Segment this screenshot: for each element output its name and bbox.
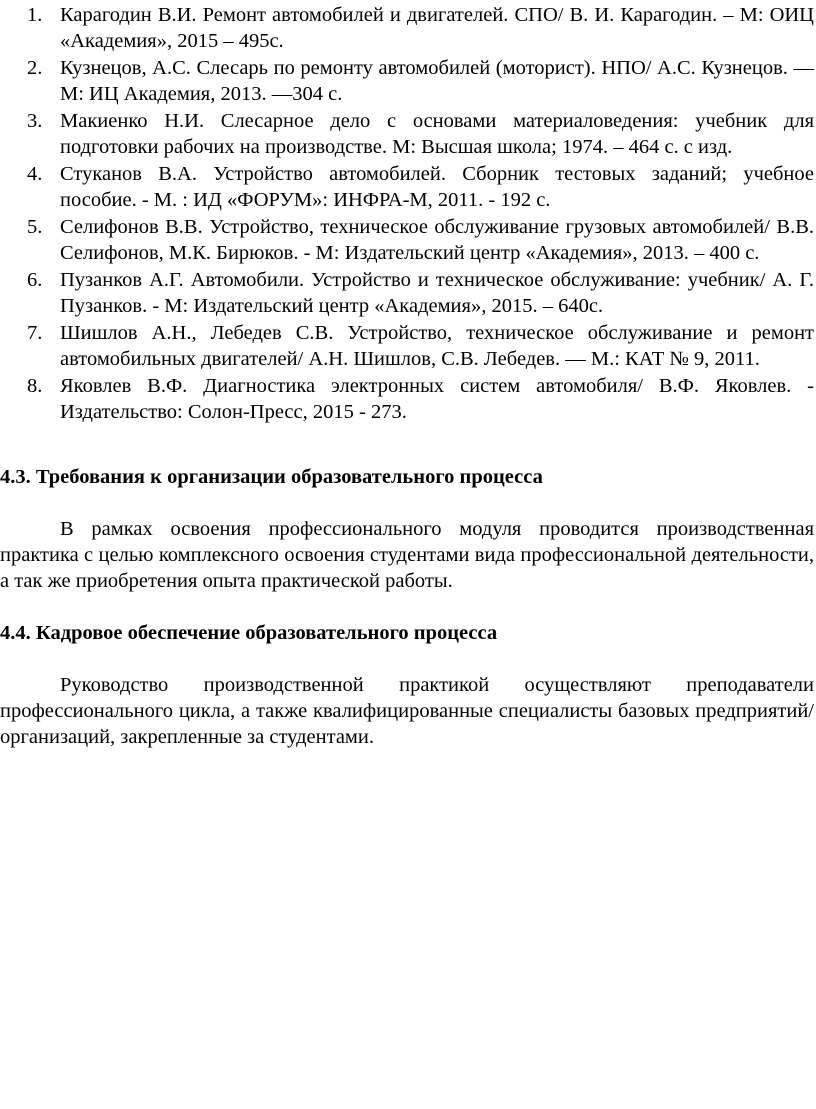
reference-item xyxy=(0,161,816,213)
section-paragraph: В рамках освоения профессионального модуля проводится производственная практика с целью комплексного освоения студентами вида профессиональной деятельности, а так же приобретения опыта практической работы. xyxy=(0,518,814,592)
reference-item xyxy=(0,267,816,319)
reference-text: Стуканов В.А. Устройство автомобилей. Сборник тестовых заданий; учебное пособие. - М. : ИД «ФОРУМ»: ИНФРА-М, 2011. - 192 с. xyxy=(60,163,814,211)
reference-list xyxy=(0,2,816,426)
reference-text: Шишлов А.Н., Лебедев С.В. Устройство, техническое обслуживание и ремонт автомобильных двигателей/ А.Н. Шишлов, С.В. Лебедев. — М.: КАТ № 9, 2011. xyxy=(60,322,814,370)
reference-text: Макиенко Н.И. Слесарное дело с основами материаловедения: учебник для подготовки рабочих на производстве. М: Высшая школа; 1974. – 464 с. с изд. xyxy=(60,110,814,158)
reference-item xyxy=(0,320,816,372)
reference-text: Селифонов В.В. Устройство, техническое обслуживание грузовых автомобилей/ В.В. Селифонов, М.К. Бирюков. - М: Издательский центр «Академия», 2013. – 400 с. xyxy=(60,216,814,264)
section-4-3 xyxy=(0,464,816,594)
reference-number: 3. xyxy=(27,110,43,132)
section-4-4 xyxy=(0,620,816,750)
reference-number: 2. xyxy=(27,57,43,79)
reference-text: Пузанков А.Г. Автомобили. Устройство и техническое обслуживание: учебник/ А. Г. Пузанков. - М: Издательский центр «Академия», 2015. – 640с. xyxy=(60,269,814,317)
reference-number: 7. xyxy=(27,322,43,344)
reference-text: Яковлев В.Ф. Диагностика электронных систем автомобиля/ В.Ф. Яковлев. - Издательство: Солон-Пресс, 2015 - 273. xyxy=(60,375,814,423)
reference-item xyxy=(0,2,816,54)
section-paragraph: Руководство производственной практикой осуществляют преподаватели профессионального цикла, а также квалифицированные специалисты базовых предприятий/организаций, закрепленные за студентами. xyxy=(0,674,814,748)
reference-item xyxy=(0,108,816,160)
reference-number: 5. xyxy=(27,216,43,238)
reference-text: Карагодин В.И. Ремонт автомобилей и двигателей. СПО/ В. И. Карагодин. – М: ОИЦ «Академия», 2015 – 495с. xyxy=(60,4,814,52)
reference-item xyxy=(0,214,816,266)
reference-number: 8. xyxy=(27,375,43,397)
reference-number: 1. xyxy=(27,4,43,26)
reference-item xyxy=(0,373,816,425)
reference-number: 6. xyxy=(27,269,43,291)
reference-text: Кузнецов, А.С. Слесарь по ремонту автомобилей (моторист). НПО/ А.С. Кузнецов. — М: ИЦ Академия, 2013. —304 с. xyxy=(60,57,814,105)
section-heading: 4.3. Требования к организации образовательного процесса xyxy=(0,466,543,488)
reference-number: 4. xyxy=(27,163,43,185)
reference-item xyxy=(0,55,816,107)
section-heading: 4.4. Кадровое обеспечение образовательного процесса xyxy=(0,622,498,644)
